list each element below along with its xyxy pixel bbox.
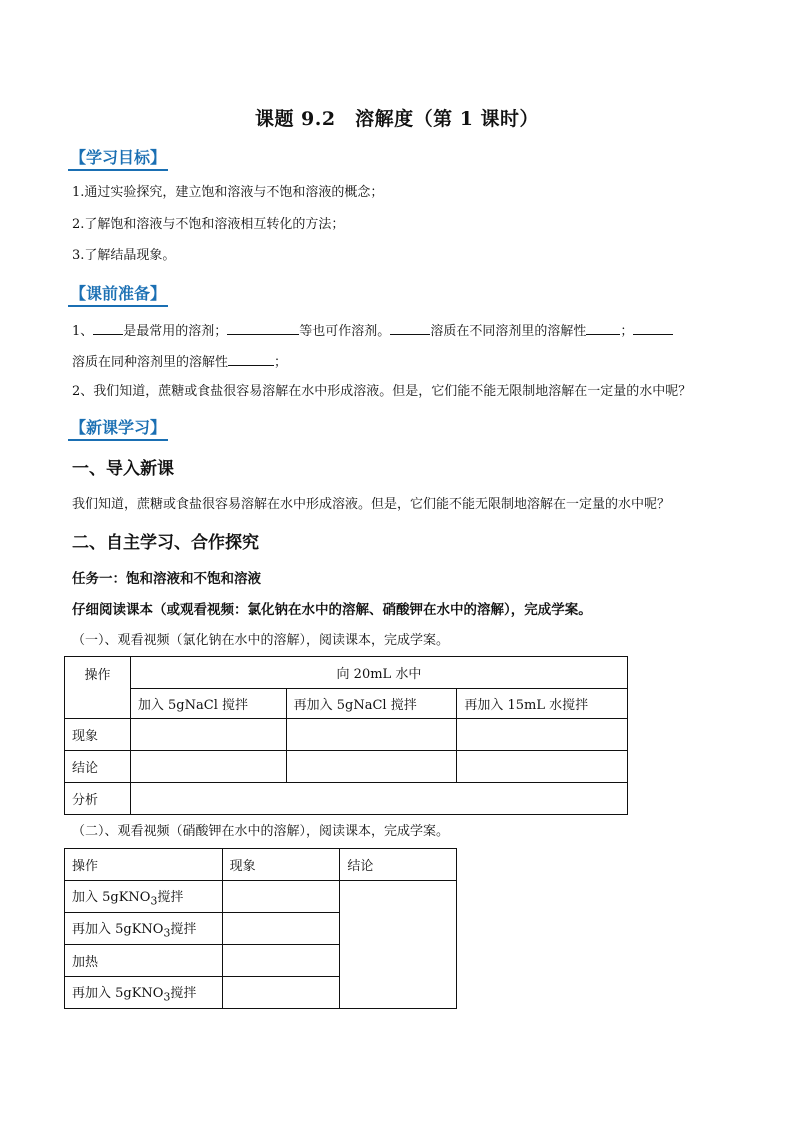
table2-cell[interactable] [222, 913, 340, 945]
table1-row-label: 现象 [65, 719, 131, 751]
goal-item-3: 3.了解结晶现象。 [72, 248, 176, 263]
table2-cell[interactable] [222, 977, 340, 1009]
answer-blank[interactable] [93, 321, 123, 335]
table1-col-header: 再加入 15mL 水搅拌 [457, 689, 628, 719]
table1-cell[interactable] [130, 751, 286, 783]
table2-cell[interactable] [222, 945, 340, 977]
answer-blank[interactable] [390, 321, 430, 335]
table2-header: 结论 [340, 849, 457, 881]
nacl-table [64, 656, 628, 815]
table1-group-header: 向 20mL 水中 [130, 657, 627, 689]
page-title: 课题 9.2 溶解度（第 1 课时） [254, 108, 540, 130]
table1-cell[interactable] [130, 719, 286, 751]
sub2-label: （二）、观看视频（硝酸钾在水中的溶解），阅读课本，完成学案。 [72, 824, 450, 839]
prep-question-2: 2、我们知道，蔗糖或食盐很容易溶解在水中形成溶液。但是，它们能不能无限制地溶解在一定量的水中呢？ [72, 384, 692, 399]
table2-cell[interactable] [222, 881, 340, 913]
answer-blank[interactable] [633, 321, 673, 335]
answer-blank[interactable] [227, 321, 299, 335]
table1-col-header: 加入 5gNaCl 搅拌 [130, 689, 286, 719]
table2-conclusion-cell[interactable] [340, 881, 457, 1009]
answer-blank[interactable] [586, 321, 620, 335]
table1-cell[interactable] [457, 719, 628, 751]
part1-title: 一、导入新课 [72, 459, 174, 479]
table1-cell[interactable] [130, 783, 627, 815]
table1-op-header: 操作 [65, 657, 131, 719]
section-heading-new: 【新课学习】 [68, 418, 168, 441]
kno3-table [64, 848, 457, 1009]
table2-row-label: 再加入 5gKNO$_3$搅拌 [65, 977, 223, 1009]
table2-row-label: 再加入 5gKNO$_3$搅拌 [65, 913, 223, 945]
table1-row-label: 结论 [65, 751, 131, 783]
table2-row-label: 加热 [65, 945, 223, 977]
task1-title: 任务一：饱和溶液和不饱和溶液 [72, 571, 261, 587]
table1-col-header: 再加入 5gNaCl 搅拌 [286, 689, 457, 719]
goal-item-2: 2.了解饱和溶液与不饱和溶液相互转化的方法； [72, 217, 345, 232]
table1-row-label: 分析 [65, 783, 131, 815]
part2-title: 二、自主学习、合作探究 [72, 533, 259, 553]
goal-item-1: 1.通过实验探究，建立饱和溶液与不饱和溶液的概念； [72, 185, 384, 200]
answer-blank[interactable] [228, 352, 274, 366]
sub1-label: （一）、观看视频（氯化钠在水中的溶解），阅读课本，完成学案。 [72, 633, 450, 648]
section-heading-prep: 【课前准备】 [68, 284, 168, 307]
instruction: 仔细阅读课本（或观看视频：氯化钠在水中的溶解、硝酸钾在水中的溶解），完成学案。 [72, 602, 592, 618]
table2-header: 操作 [65, 849, 223, 881]
table1-cell[interactable] [286, 719, 457, 751]
part1-text: 我们知道，蔗糖或食盐很容易溶解在水中形成溶液。但是，它们能不能无限制地溶解在一定量的水中呢？ [72, 497, 671, 512]
table2-header: 现象 [222, 849, 340, 881]
table1-cell[interactable] [286, 751, 457, 783]
table2-row-label: 加入 5gKNO$_3$搅拌 [65, 881, 223, 913]
prep-question-1-cont: 溶质在同种溶剂里的溶解性 ； [72, 352, 287, 372]
section-heading-goals: 【学习目标】 [68, 148, 168, 171]
prep-question-1: 1、 是最常用的溶剂； 等也可作溶剂。 溶质在不同溶剂里的溶解性 ； [72, 321, 673, 341]
table1-cell[interactable] [457, 751, 628, 783]
